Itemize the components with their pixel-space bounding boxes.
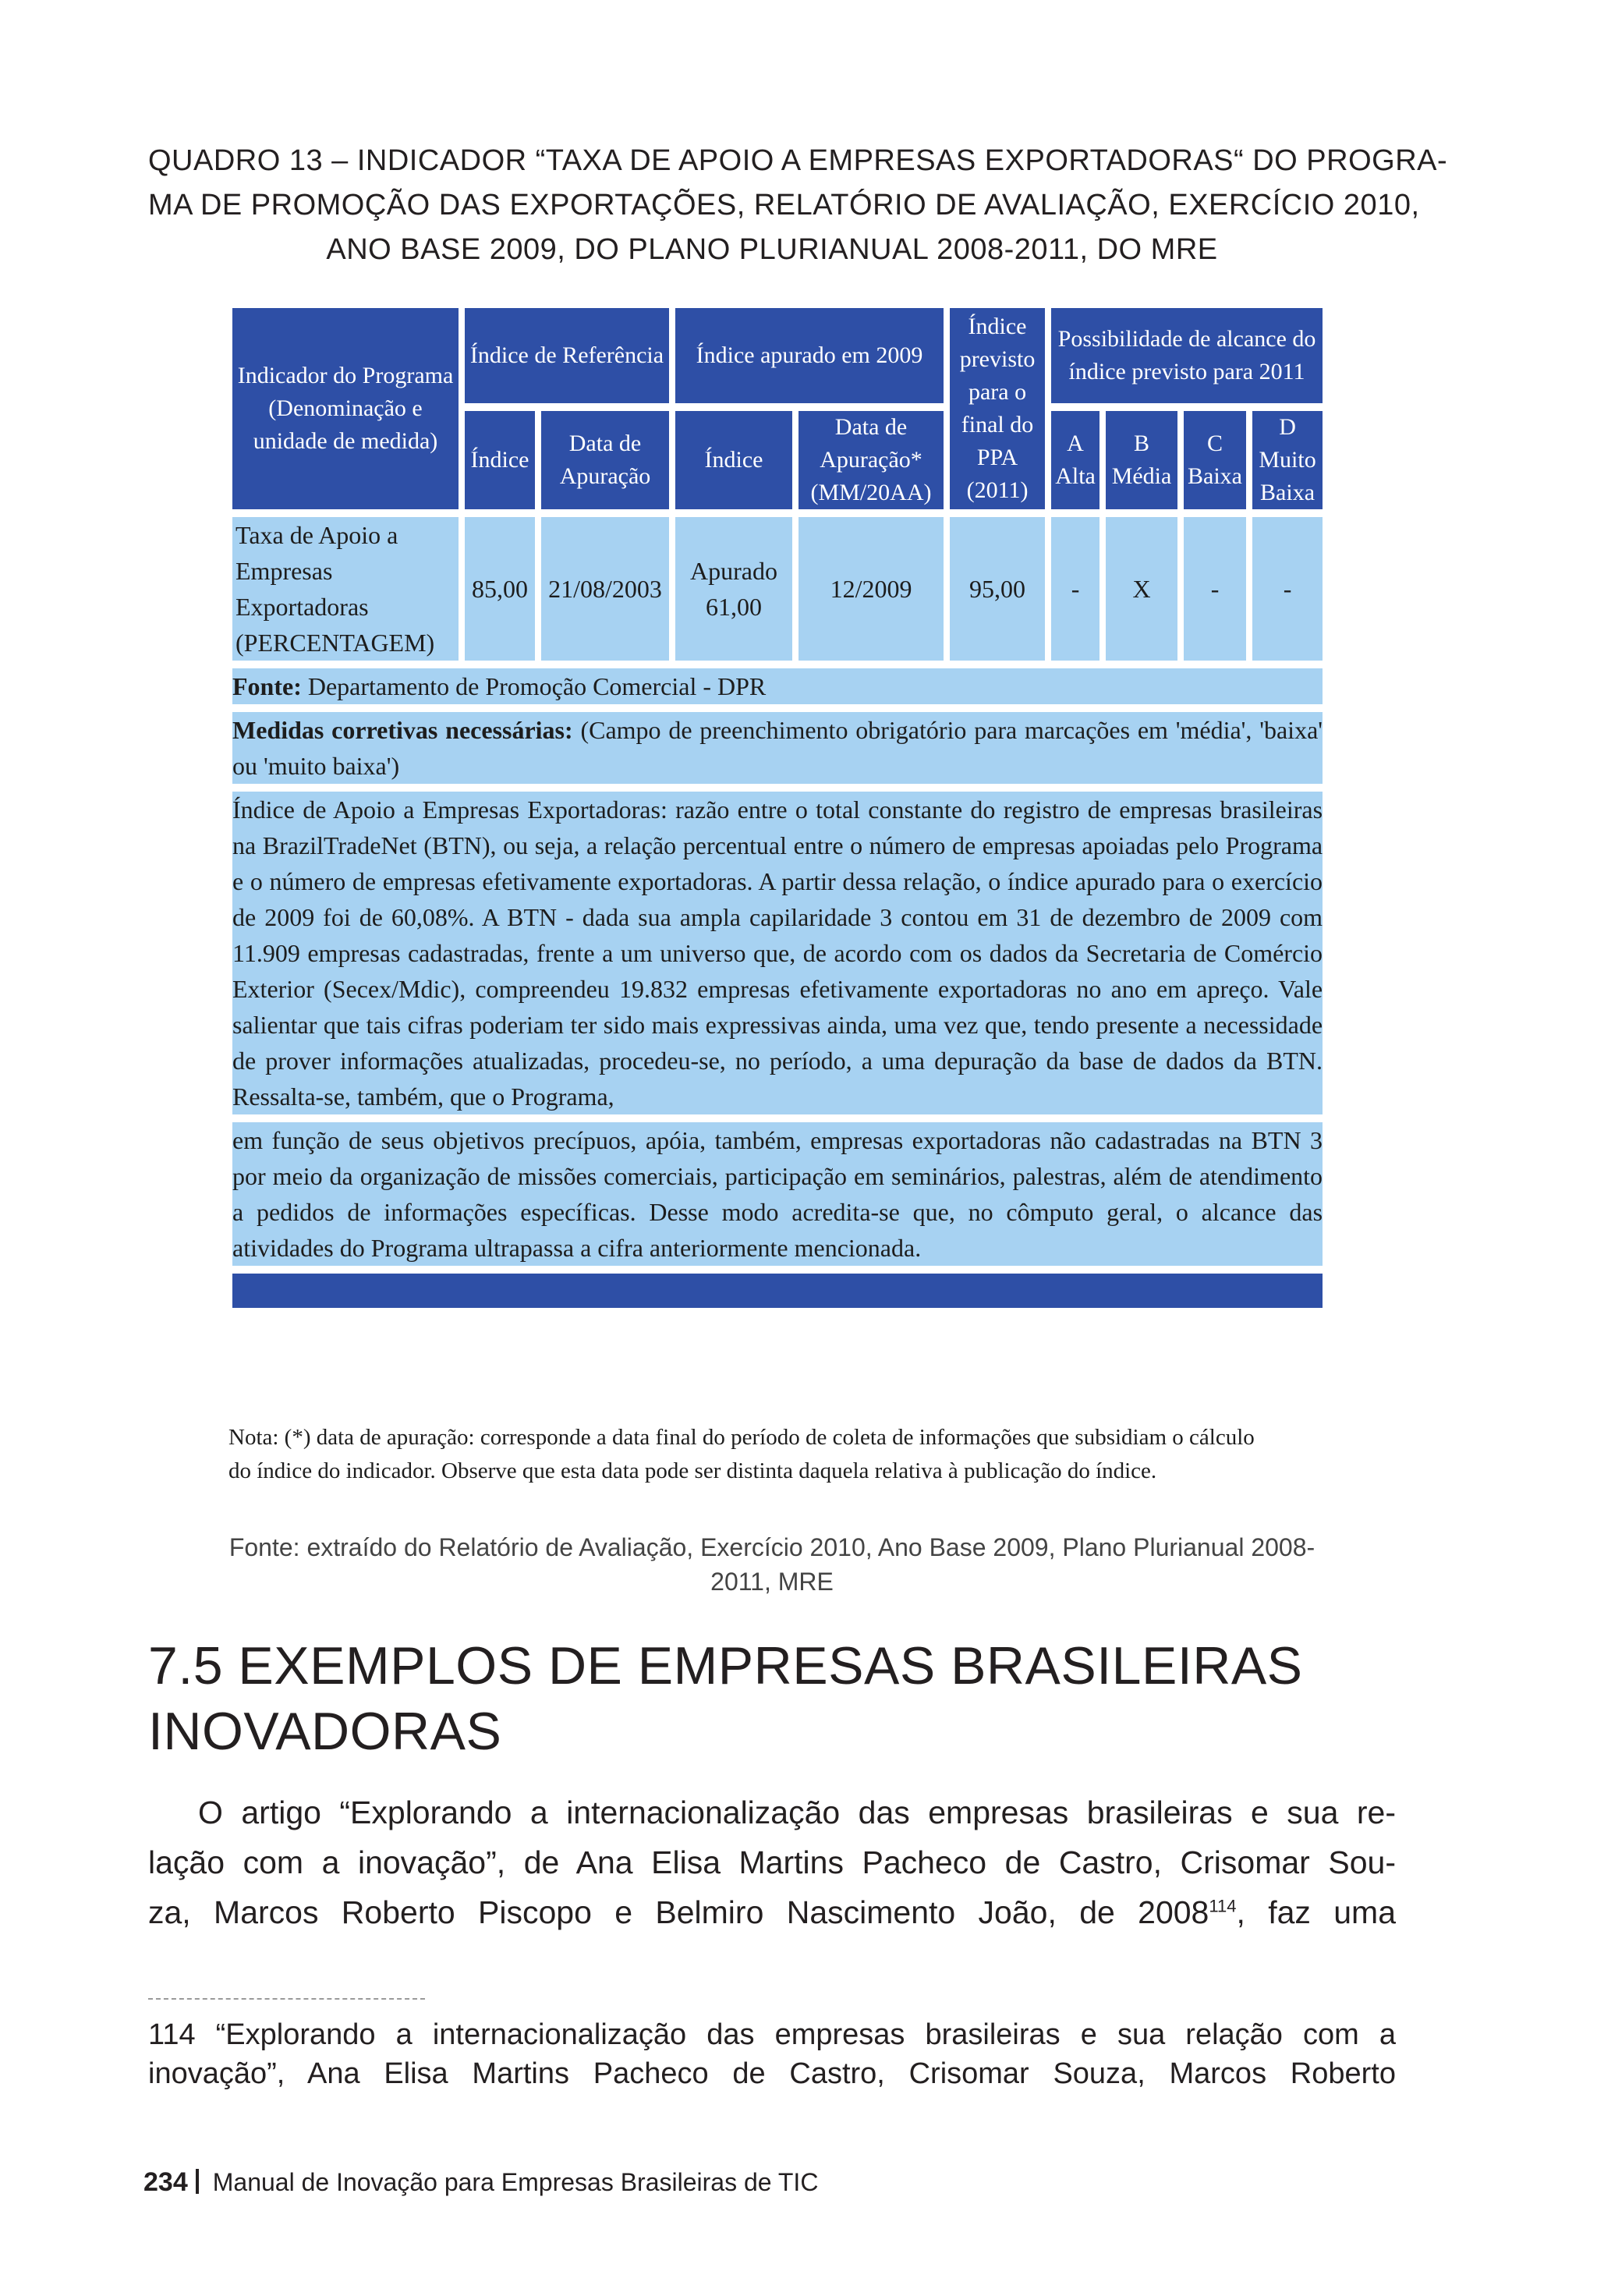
header-indicador: Indicador do Programa (Denominação e unidade de medida) bbox=[232, 308, 459, 509]
header-data-apurado: Data de Apuração* (MM/20AA) bbox=[798, 411, 944, 509]
table-caption bbox=[148, 139, 1448, 272]
body-paragraph bbox=[148, 1788, 1396, 1937]
texto-row-1: Índice de Apoio a Empresas Exportadoras: razão entre o total constante do registro de empresas brasileiras na BrazilTradeNet (BTN), ou seja, a relação percentual entre o número de empresas apoiadas pelo Programa e o número de empresas efetivamente exportadoras. A partir dessa relação, o índice apurado para o exercício de 2009 foi de 60,08%. A BTN - dada sua ampla capilaridade 3 contou em 31 de dezembro de 2009 com 11.909 empresas cadastradas, frente a um universo que, de acordo com os dados da Secretaria de Comércio Exterior (Secex/Mdic), compreendeu 19.832 empresas efetivamente exportadoras no ano em apreço. Vale salientar que tais cifras poderiam ter sido mais expressivas ainda, uma vez que, tendo presente a necessidade de prover informações atualizadas, procedeu-se, no período, a uma depuração da base de dados da BTN. Ressalta-se, também, que o Programa, bbox=[232, 792, 1323, 1114]
header-a-label: Alta bbox=[1055, 463, 1096, 489]
section-heading-line-2: INOVADORAS bbox=[148, 1702, 502, 1761]
cell-baixa: - bbox=[1184, 517, 1246, 661]
header-c-label: Baixa bbox=[1188, 463, 1242, 489]
cell-indice-ref: 85,00 bbox=[465, 517, 535, 661]
fonte-row bbox=[232, 668, 1323, 704]
header-previsto: Índice previsto para o final do PPA (2011) bbox=[950, 308, 1045, 509]
table-note: Nota: (*) data de apuração: corresponde a data final do período de coleta de informações que subsidiam o cálculo do índice do indicador. Observe que esta data pode ser distinta daquela relativa à publicação do índice. bbox=[228, 1425, 1255, 1483]
source-line-1: Fonte: extraído do Relatório de Avaliação, Exercício 2010, Ano Base 2009, Plano Plurianual 2008- bbox=[228, 1533, 1315, 1561]
fonte-label: Fonte: bbox=[232, 672, 302, 700]
section-heading-line-1: 7.5 EXEMPLOS DE EMPRESAS BRASILEIRAS bbox=[148, 1636, 1303, 1695]
footer-divider bbox=[196, 2169, 199, 2194]
medidas-label: Medidas corretivas necessárias: bbox=[232, 716, 573, 744]
source-caption bbox=[148, 1530, 1396, 1599]
header-c-letter: C bbox=[1207, 430, 1223, 456]
table-footer-bar bbox=[232, 1274, 1323, 1308]
paragraph-line-3-end: , faz uma bbox=[1236, 1894, 1397, 1930]
header-baixa bbox=[1184, 411, 1246, 509]
medidas-row bbox=[232, 712, 1323, 784]
footnote-separator bbox=[148, 1998, 425, 2000]
caption-line-2: MA DE PROMOÇÃO DAS EXPORTAÇÕES, RELATÓRIO DE AVALIAÇÃO, EXERCÍCIO 2010, bbox=[148, 189, 1420, 221]
cell-muito-baixa: - bbox=[1252, 517, 1323, 661]
page-number: 234 bbox=[143, 2167, 188, 2197]
header-d-label: Muito Baixa bbox=[1259, 447, 1316, 505]
header-d-letter: D bbox=[1279, 414, 1296, 440]
header-apurado: Índice apurado em 2009 bbox=[675, 308, 944, 403]
cell-data-ref: 21/08/2003 bbox=[541, 517, 669, 661]
header-possibilidade: Possibilidade de alcance do índice previsto para 2011 bbox=[1051, 308, 1323, 403]
footnote bbox=[148, 2015, 1396, 2093]
cell-indice-apurado: Apurado 61,00 bbox=[675, 517, 792, 661]
header-media bbox=[1106, 411, 1177, 509]
footnote-line-1: 114 “Explorando a internacionalização das empresas brasileiras e sua relação com a bbox=[148, 2018, 1396, 2051]
header-data-ref: Data de Apuração bbox=[541, 411, 669, 509]
header-indice-apurado: Índice bbox=[675, 411, 792, 509]
texto-row-2: em função de seus objetivos precípuos, apóia, também, empresas exportadoras não cadastradas na BTN 3 por meio da organização de missões comerciais, participação em seminários, palestras, além de atendimento a pedidos de informações específicas. Desse modo acredita-se que, no cômputo geral, o alcance das atividades do Programa ultrapassa a cifra anteriormente mencionada. bbox=[232, 1122, 1323, 1266]
header-alta bbox=[1051, 411, 1099, 509]
cell-indicador: Taxa de Apoio a Empresas Exportadoras (PERCENTAGEM) bbox=[232, 517, 459, 661]
cell-media: X bbox=[1106, 517, 1177, 661]
header-muito-baixa bbox=[1252, 411, 1323, 509]
header-a-letter: A bbox=[1067, 430, 1084, 456]
section-heading bbox=[148, 1633, 1435, 1764]
cell-alta: - bbox=[1051, 517, 1099, 661]
page-footer bbox=[143, 2165, 818, 2199]
header-b-letter: B bbox=[1134, 430, 1150, 456]
header-indice-ref: Índice bbox=[465, 411, 535, 509]
header-referencia: Índice de Referência bbox=[465, 308, 669, 403]
paragraph-line-2: lação com a inovação”, de Ana Elisa Martins Pacheco de Castro, Crisomar Sou- bbox=[148, 1844, 1396, 1880]
paragraph-line-3 bbox=[148, 1887, 1396, 1937]
cell-previsto: 95,00 bbox=[950, 517, 1045, 661]
paragraph-line-3-text: za, Marcos Roberto Piscopo e Belmiro Nascimento João, de 2008 bbox=[148, 1894, 1209, 1930]
footnote-line-2: inovação”, Ana Elisa Martins Pacheco de Castro, Crisomar Souza, Marcos Roberto bbox=[148, 2057, 1396, 2090]
medidas-text: (Campo de preenchimento obrigatório para marcações em 'média', 'baixa' ou 'muito baixa') bbox=[232, 716, 1323, 780]
indicator-table bbox=[226, 300, 1329, 1316]
source-line-2: 2011, MRE bbox=[710, 1568, 834, 1596]
fonte-text: Departamento de Promoção Comercial - DPR bbox=[301, 672, 767, 700]
caption-line-1: QUADRO 13 – INDICADOR “TAXA DE APOIO A EMPRESAS EXPORTADORAS“ DO PROGRA- bbox=[148, 144, 1448, 177]
cell-data-apurado: 12/2009 bbox=[798, 517, 944, 661]
paragraph-line-1: O artigo “Explorando a internacionalização das empresas brasileiras e sua re- bbox=[198, 1795, 1396, 1830]
header-b-label: Média bbox=[1111, 463, 1172, 489]
caption-line-3: ANO BASE 2009, DO PLANO PLURIANUAL 2008-2011, DO MRE bbox=[326, 233, 1218, 266]
book-title: Manual de Inovação para Empresas Brasileiras de TIC bbox=[212, 2168, 819, 2196]
footnote-reference[interactable]: 114 bbox=[1209, 1896, 1237, 1916]
